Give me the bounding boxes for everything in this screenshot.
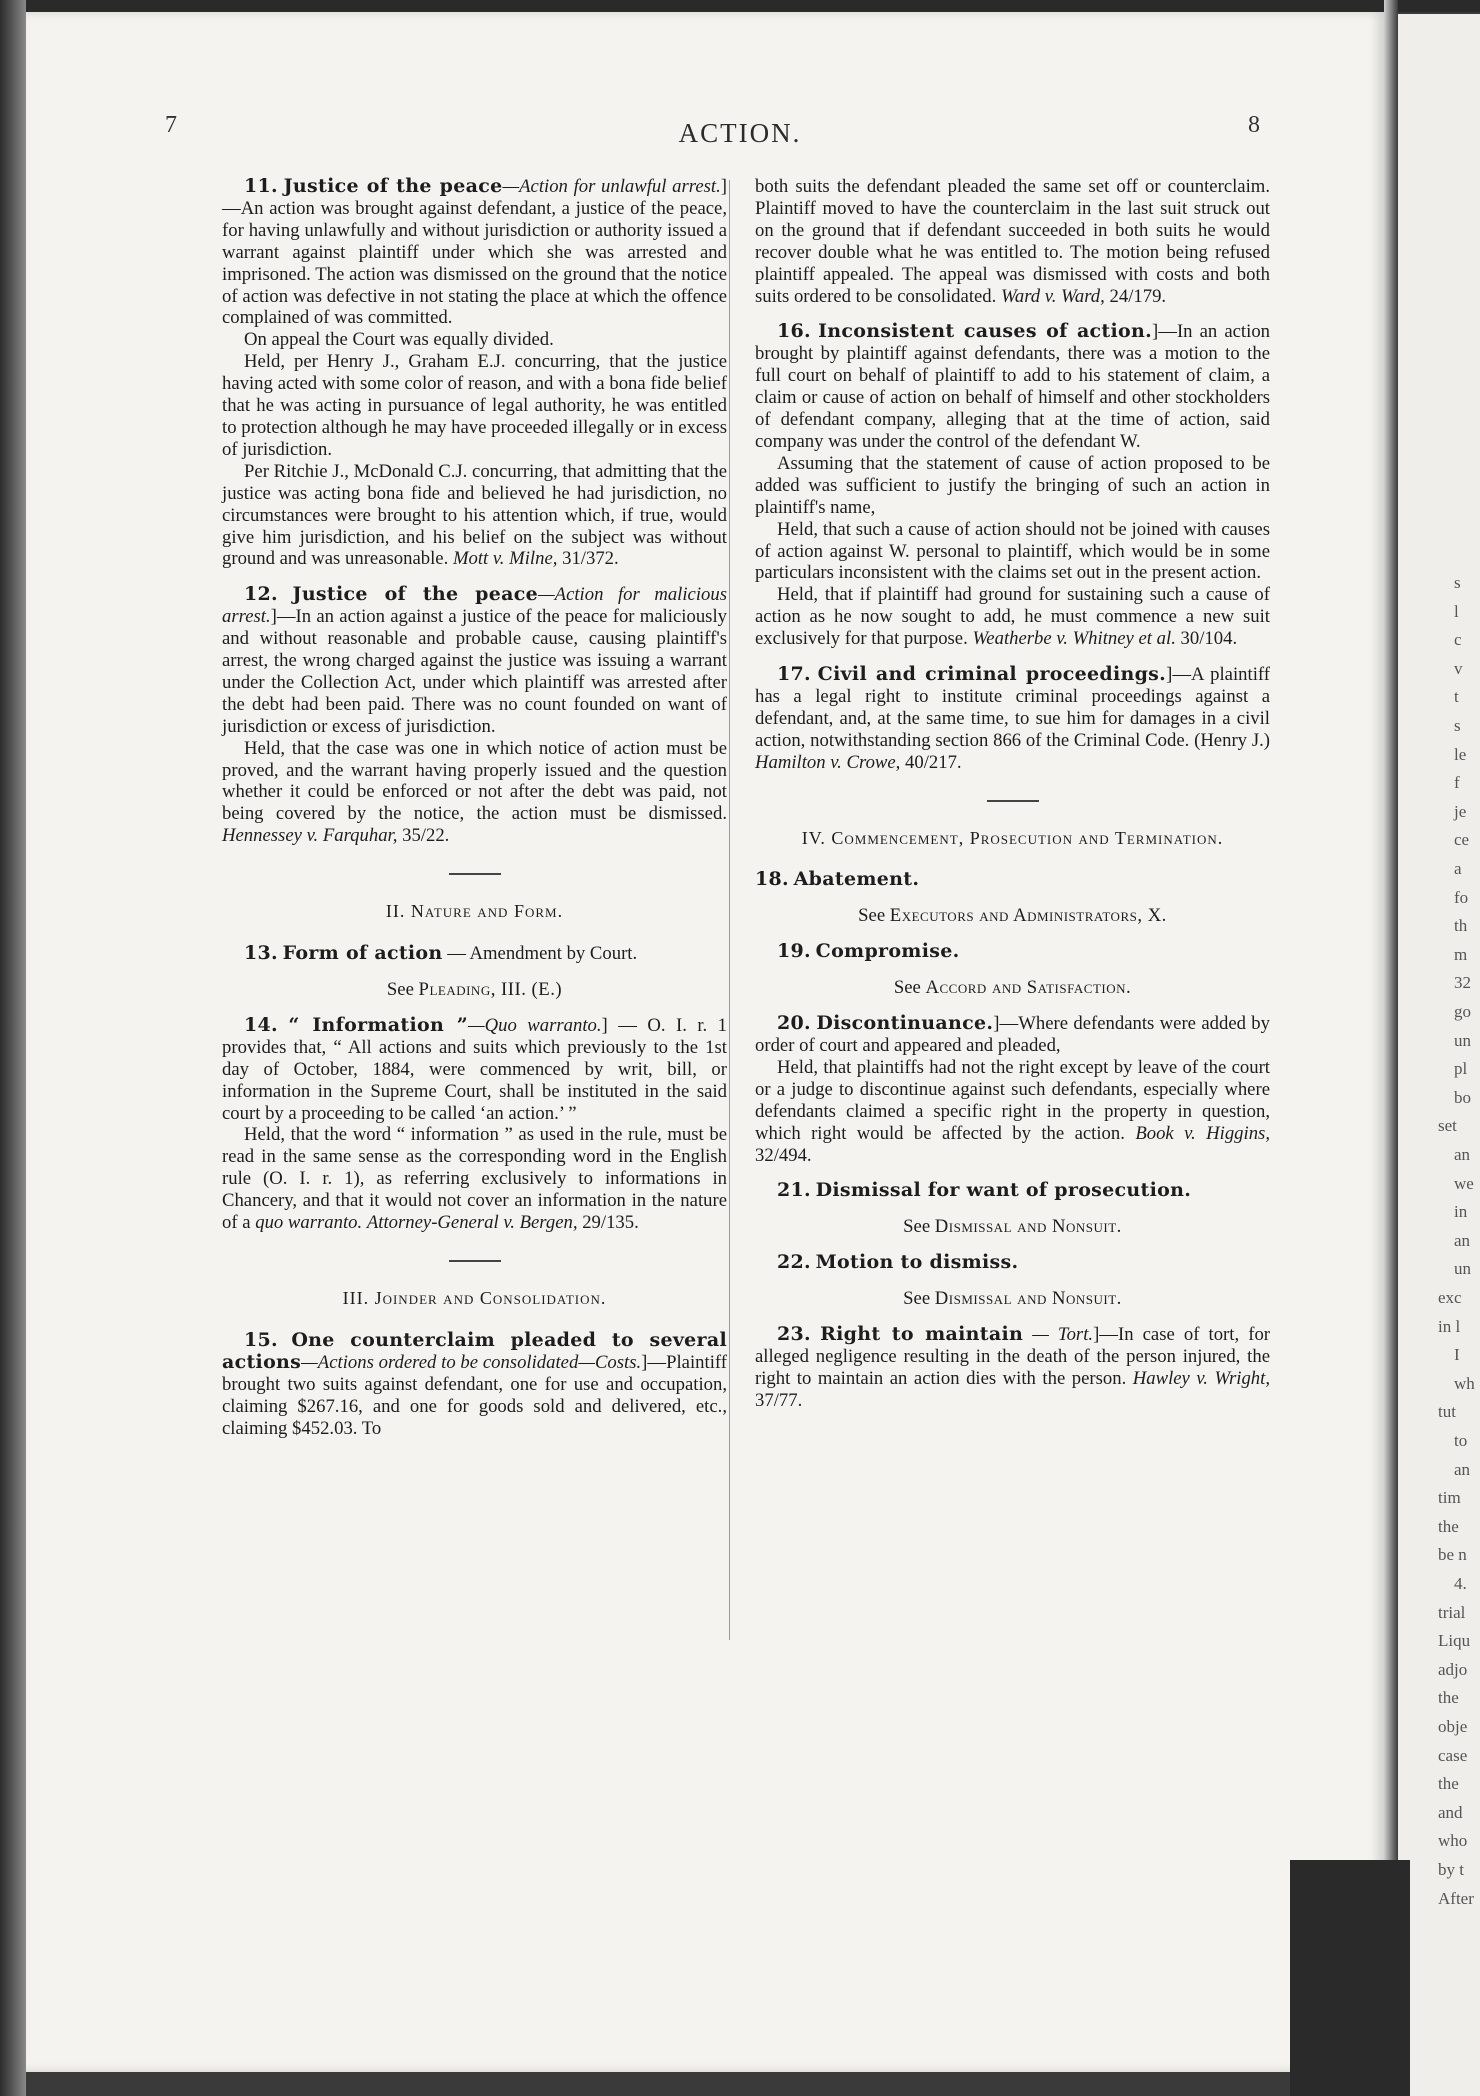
entry-number: 19. xyxy=(777,940,811,963)
entry-number: 21. xyxy=(777,1179,811,1202)
entry-number: 23. xyxy=(777,1323,811,1346)
entry-text: Assuming that the statement of cause of action proposed to be added was sufficient to justify the bringing of such an action in plaintiff's name, xyxy=(755,452,1270,518)
adjacent-page-fragment: who xyxy=(1438,1831,1468,1851)
entry-text: ]—In case of tort, for alleged negligence resulting in the death of the person injured, the right to maintain an action dies with the person. xyxy=(755,1324,1271,1389)
adjacent-page-fragment: wh xyxy=(1454,1373,1475,1393)
see-prefix: See xyxy=(903,1216,931,1238)
adjacent-page-fragment: tut xyxy=(1438,1402,1456,1422)
adjacent-page-fragment: After xyxy=(1438,1888,1474,1908)
book-spine-edge xyxy=(0,0,26,2096)
adjacent-page-fragment: adjo xyxy=(1438,1659,1468,1679)
entry-subheading: —Action for unlawful arrest. xyxy=(502,176,721,197)
entry-heading: Motion to dismiss. xyxy=(815,1251,1019,1274)
scan-border-bottom xyxy=(1290,1860,1410,2096)
case-citation: Book v. Higgins, xyxy=(1135,1122,1270,1144)
right-column xyxy=(755,176,1270,1418)
adjacent-page-fragment: be n xyxy=(1438,1545,1467,1565)
entry-text: ]—An action was brought against defendant, a justice of the peace, for having unlawfully and without jurisdiction or authority issued a warrant against plaintiff under which she was arrested and imprisoned. The action was dismissed on the ground that the notice of action was defective in not stating the place at which the offence complained of was committed. xyxy=(222,176,727,329)
entry-19 xyxy=(755,941,1270,999)
adjacent-page-fragment: c xyxy=(1454,630,1462,650)
column-rule xyxy=(729,180,730,1640)
entry-heading: Form of action xyxy=(282,942,443,965)
running-head: ACTION. xyxy=(678,118,802,148)
adjacent-page-fragment: Liqu xyxy=(1438,1631,1471,1651)
entry-11 xyxy=(222,176,727,570)
entry-heading: Right to maintain xyxy=(820,1323,1024,1346)
case-reference: 24/179. xyxy=(1109,285,1167,307)
case-citation: Hamilton v. Crowe, xyxy=(755,751,901,773)
entry-text: both suits the defendant pleaded the same set off or counterclaim. Plaintiff moved to have the counterclaim in the last suit struck out on the ground that if defendant succeeded in both suits he would recover double what he was entitled to. The motion being refused plaintiff appealed. The appeal was dismissed with costs and both suits ordered to be consolidated. xyxy=(755,176,1270,307)
adjacent-page-fragment: by t xyxy=(1438,1860,1464,1879)
adjacent-page-fragment: le xyxy=(1454,744,1467,764)
adjacent-page-fragment: set xyxy=(1438,1116,1457,1136)
entry-text: Held, that plaintiffs had not the right except by leave of the court or a judge to discontinue against such defendants, especially where defendants claimed a specific right in the property in question, which right would be affected by the action. xyxy=(755,1056,1270,1144)
adjacent-page-fragment: fo xyxy=(1454,887,1469,907)
entry-number: 22. xyxy=(777,1251,811,1274)
case-citation: Hennessey v. Farquhar, xyxy=(222,825,398,847)
case-reference: 29/135. xyxy=(582,1212,639,1234)
section-divider xyxy=(987,800,1039,802)
adjacent-page-fragment: exc xyxy=(1438,1288,1462,1307)
adjacent-page-fragment: ce xyxy=(1454,830,1470,850)
entry-18 xyxy=(755,869,1270,927)
entry-heading: “ Information ” xyxy=(288,1013,469,1036)
entry-heading: Justice of the peace xyxy=(292,583,539,606)
entry-12 xyxy=(222,584,727,847)
section-heading-3: III. Joinder and Consolidation. xyxy=(342,1287,607,1308)
see-reference: Pleading, III. (E.) xyxy=(418,979,563,1000)
entry-22 xyxy=(755,1252,1270,1310)
entry-20 xyxy=(755,1013,1270,1166)
page-number-right: 8 xyxy=(1248,112,1260,138)
adjacent-page-fragment: 4. xyxy=(1454,1574,1467,1593)
case-reference: 32/494. xyxy=(755,1144,812,1166)
adjacent-page-fragment: un xyxy=(1454,1030,1471,1050)
adjacent-page-fragment: an xyxy=(1454,1145,1471,1164)
case-reference: 37/77. xyxy=(755,1389,803,1411)
entry-italic-term: quo warranto. xyxy=(255,1212,363,1234)
entry-text: Held, that if plaintiff had ground for sustaining such a cause of action as he now sought to add, he must commence a new suit exclusively for that purpose. xyxy=(755,584,1270,650)
adjacent-page-fragment: bo xyxy=(1454,1087,1471,1107)
entry-15 xyxy=(222,1330,727,1440)
left-column xyxy=(222,176,727,1445)
entry-23 xyxy=(755,1324,1270,1412)
section-divider xyxy=(449,1260,501,1262)
case-citation: Attorney-General v. Bergen, xyxy=(366,1212,578,1234)
case-citation: Ward v. Ward, xyxy=(1001,285,1105,307)
adjacent-page-fragment: s xyxy=(1454,716,1461,735)
entry-13 xyxy=(222,943,727,1001)
entry-text: Held, per Henry J., Graham E.J. concurring, that the justice having acted with some color of reason, and with a bona fide belief that he was acting in pursuance of legal authority, he was entitled to protection although he may have proceeded illegally or in excess of jurisdiction. xyxy=(222,351,727,460)
adjacent-page-fragment: case xyxy=(1438,1745,1468,1765)
entry-heading: Justice of the peace xyxy=(283,175,503,197)
entry-heading: Dismissal for want of prosecution. xyxy=(815,1179,1192,1202)
entry-heading: Inconsistent causes of action. xyxy=(818,320,1153,343)
case-citation: Weatherbe v. Whitney et al. xyxy=(972,628,1176,650)
adjacent-page-fragment: we xyxy=(1454,1173,1474,1193)
adjacent-page-fragment: to xyxy=(1454,1431,1468,1450)
entry-number: 16. xyxy=(777,320,811,343)
adjacent-page-fragment: in xyxy=(1454,1202,1468,1222)
adjacent-page-fragment: 32 xyxy=(1454,973,1471,993)
adjacent-page-fragment: pl xyxy=(1454,1059,1468,1079)
entry-text: Held, that such a cause of action should not be joined with causes of action against W. personal to plaintiff, which would be in some particulars inconsistent with the claims set out in the present action. xyxy=(755,518,1270,584)
adjacent-page-fragment: f xyxy=(1454,773,1460,793)
adjacent-page-fragment: th xyxy=(1454,916,1468,936)
case-reference: 35/22. xyxy=(402,825,450,847)
entry-text: ]—In an action against a justice of the peace for maliciously and without reasonable and probable cause, causing plaintiff's arrest, the wrong charged against the justice was issuing a warrant under the Collection Act, under which plaintiff was arrested after the debt had been paid. There was no count founded on want of jurisdiction or excess of jurisdiction. xyxy=(222,606,727,737)
adjacent-page-fragment: the xyxy=(1438,1688,1459,1708)
adjacent-page-fragment: m xyxy=(1454,944,1468,964)
entry-number: 18. xyxy=(755,868,789,891)
entry-text: ]—A plaintiff has a legal right to institute criminal proceedings against a defendant, and, at the same time, to sue him for damages in a civil action, notwithstanding section 866 of the Criminal Code. (Henry J.) xyxy=(755,664,1270,751)
see-reference: Accord and Satisfaction. xyxy=(925,977,1132,999)
case-reference: 30/104. xyxy=(1180,628,1238,650)
entry-17 xyxy=(755,664,1270,774)
adjacent-page-fragment: in l xyxy=(1438,1316,1461,1336)
entry-number: 15. xyxy=(244,1328,278,1351)
entry-21 xyxy=(755,1180,1270,1238)
case-citation: Mott v. Milne, xyxy=(452,548,558,570)
entry-number: 17. xyxy=(777,663,811,686)
entry-subheading: —Action for malicious arrest. xyxy=(222,584,728,628)
adjacent-page-fragment: the xyxy=(1438,1516,1459,1536)
entry-15-continued xyxy=(755,176,1270,307)
entry-heading: Discontinuance. xyxy=(816,1012,994,1035)
entry-text: ]—Plaintiff brought two suits against defendant, one for use and occupation, claiming $267.16, and one for goods sold and delivered, etc., claiming $452.03. To xyxy=(222,1351,727,1439)
adjacent-page-fragment: obje xyxy=(1438,1717,1468,1736)
entry-text: Held, that the word “ information ” as used in the rule, must be read in the same sense as the corresponding word in the English rule (O. I. r. 1), as referring exclusively to informations in Chancery, and that it would not cover an information in the nature of a xyxy=(222,1124,727,1234)
adjacent-page-fragment: go xyxy=(1454,1002,1471,1021)
entry-number: 14. xyxy=(244,1013,278,1036)
entry-number: 12. xyxy=(244,583,278,606)
entry-text: — Amendment by Court. xyxy=(447,943,638,965)
entry-16 xyxy=(755,321,1270,650)
adjacent-page-fragment: an xyxy=(1454,1459,1471,1479)
section-heading-2: II. Nature and Form. xyxy=(385,901,564,922)
see-prefix: See xyxy=(858,905,886,927)
scan-border-top xyxy=(0,0,1480,12)
adjacent-page-fragment: s xyxy=(1454,573,1461,592)
adjacent-page-fragment: the xyxy=(1438,1774,1459,1794)
entry-subheading: —Quo warranto. xyxy=(468,1014,602,1036)
case-citation: Hawley v. Wright, xyxy=(1132,1367,1270,1389)
adjacent-page-fragment: je xyxy=(1454,801,1467,821)
section-divider xyxy=(449,873,501,875)
section-heading-4: IV. Commencement, Prosecution and Termination. xyxy=(801,827,1224,848)
entry-text: ]—Where defendants were added by order of court and appeared and pleaded, xyxy=(755,1013,1270,1056)
entry-subheading: — Tort. xyxy=(1032,1324,1094,1346)
adjacent-page-fragment: t xyxy=(1454,687,1459,707)
entry-number: 11. xyxy=(244,175,278,197)
adjacent-page-fragment: l xyxy=(1454,601,1459,621)
see-reference: Dismissal and Nonsuit. xyxy=(934,1288,1122,1310)
entry-number: 20. xyxy=(777,1012,811,1035)
adjacent-page-fragment: I xyxy=(1454,1345,1460,1365)
adjacent-page-fragment: and xyxy=(1438,1802,1463,1822)
entry-heading: Abatement. xyxy=(793,868,920,891)
adjacent-page-strip xyxy=(1398,14,1480,2096)
see-reference: Executors and Administrators, X. xyxy=(889,905,1167,927)
entry-text: ] — O. I. r. 1 provides that, “ All actions and suits which previously to the 1st day of October, 1884, were commenced by writ, bill, or information in the Supreme Court, shall be instituted in the said court by a proceeding to be called ‘an action.’ ” xyxy=(222,1014,727,1124)
entry-heading: Compromise. xyxy=(815,940,960,963)
see-reference: Dismissal and Nonsuit. xyxy=(934,1216,1122,1238)
adjacent-page-fragment: trial xyxy=(1438,1602,1466,1622)
entry-heading: Civil and criminal proceedings. xyxy=(817,663,1167,686)
case-reference: 40/217. xyxy=(905,751,962,773)
entry-heading: One counterclaim pleaded to several actions xyxy=(222,1328,728,1373)
adjacent-page-fragment: an xyxy=(1454,1230,1471,1250)
case-reference: 31/372. xyxy=(562,548,619,570)
page-number-left: 7 xyxy=(165,112,177,138)
entry-14 xyxy=(222,1015,727,1234)
entry-text: ]—In an action brought by plaintiff against defendants, there was a motion to the full court on behalf of plaintiff to add to his statement of claim, a claim or cause of action on behalf of himself and other stockholders of defendant company, alleging that at the time of action, said company was under the control of the defendant W. xyxy=(755,321,1271,452)
adjacent-page-fragment: un xyxy=(1454,1259,1471,1279)
see-prefix: See xyxy=(386,979,414,1000)
entry-text: On appeal the Court was equally divided. xyxy=(244,329,554,351)
page-gutter xyxy=(1384,0,1398,2096)
see-prefix: See xyxy=(893,977,921,999)
entry-subheading: —Actions ordered to be consolidated—Costs. xyxy=(301,1351,642,1373)
entry-text: Per Ritchie J., McDonald C.J. concurring, that admitting that the justice was acting bona fide and believed he had jurisdiction, no circumstances were brought to his attention which, if true, would give him jurisdiction, and his belief on the subject was without ground and was unreasonable. xyxy=(222,460,727,570)
adjacent-page-fragment: v xyxy=(1454,658,1463,678)
adjacent-page-fragment: a xyxy=(1454,859,1462,878)
entry-number: 13. xyxy=(244,942,278,965)
adjacent-page-fragment: tim xyxy=(1438,1488,1461,1508)
see-prefix: See xyxy=(903,1288,931,1310)
entry-text: Held, that the case was one in which notice of action must be proved, and the warrant having properly issued and the question whether it could be enforced or not after the debt was paid, not being covered by the notice, the action must be dismissed. xyxy=(222,737,727,825)
